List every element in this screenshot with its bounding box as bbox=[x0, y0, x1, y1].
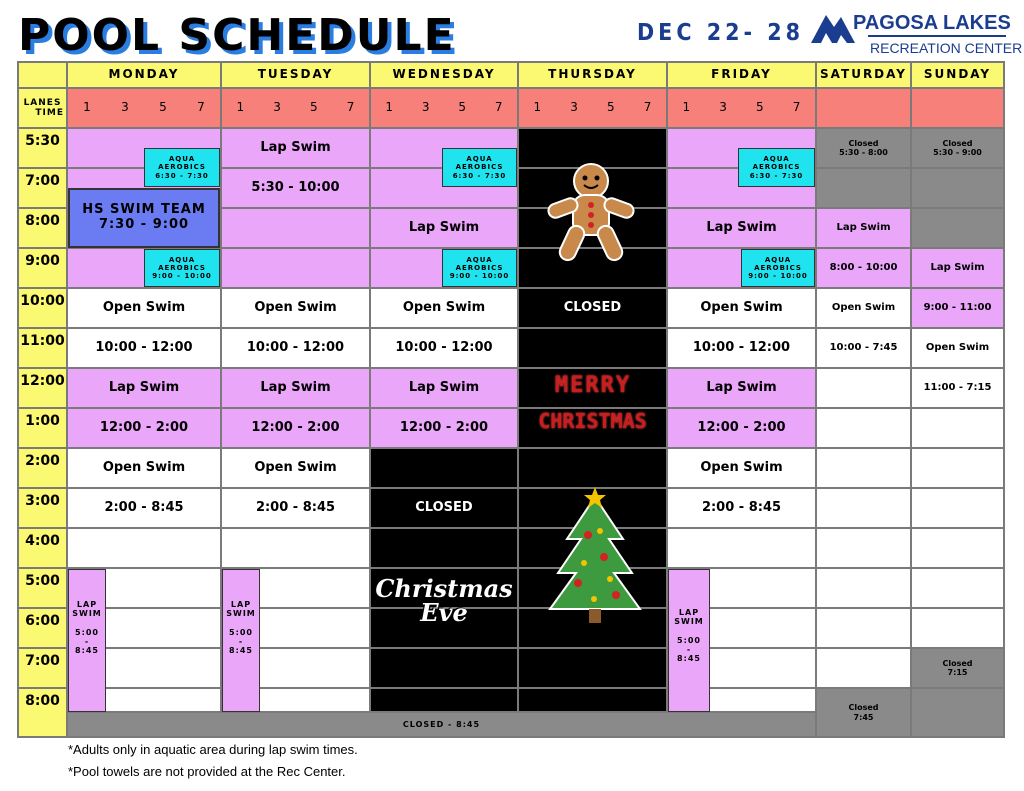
logo-subtitle: RECREATION CENTER bbox=[870, 40, 1023, 56]
fri-evening-lap-swim: LAP SWIM 5:00 - 8:45 bbox=[668, 569, 710, 712]
sat-open-swim-time: 10:00 - 7:45 bbox=[817, 329, 910, 367]
mon-open-swim: Open Swim bbox=[68, 289, 220, 327]
sun-open-swim: Open Swim bbox=[912, 329, 1003, 367]
mon-hs-swim-team: HS SWIM TEAM 7:30 - 9:00 bbox=[68, 188, 220, 248]
tue-open-swim-time: 10:00 - 12:00 bbox=[222, 329, 369, 367]
mon-lap-swim-time: 12:00 - 2:00 bbox=[68, 409, 220, 447]
sat-500 bbox=[817, 569, 910, 607]
tue-open-swim-pm: Open Swim bbox=[222, 449, 369, 487]
wed-open-swim: Open Swim bbox=[371, 289, 517, 327]
tue-lap-swim-time: 5:30 - 10:00 bbox=[222, 169, 369, 207]
note-adults-only: *Adults only in aquatic area during lap swim times. bbox=[68, 742, 358, 757]
day-header-tuesday: TUESDAY bbox=[222, 63, 369, 87]
schedule-grid bbox=[17, 61, 1005, 738]
wed-closed: CLOSED bbox=[371, 489, 517, 527]
christmas-eve-script: Christmas Eve bbox=[375, 574, 513, 627]
time-label-600: 6:00 bbox=[19, 609, 66, 647]
sat-400 bbox=[817, 529, 910, 567]
day-header-sunday: SUNDAY bbox=[912, 63, 1003, 87]
tue-open-swim-pm-time: 2:00 - 8:45 bbox=[222, 489, 369, 527]
time-label-100: 1:00 bbox=[19, 409, 66, 447]
wed-lap-swim: Lap Swim bbox=[371, 209, 517, 247]
lane-numbers-monday: 1 3 5 7 bbox=[68, 89, 220, 127]
day-header-saturday: SATURDAY bbox=[817, 63, 910, 87]
tue-lap-swim-noon: Lap Swim bbox=[222, 369, 369, 407]
time-label-800: 8:00 bbox=[19, 209, 66, 247]
time-label-500: 5:00 bbox=[19, 569, 66, 607]
wed-lap-swim-noon-time: 12:00 - 2:00 bbox=[371, 409, 517, 447]
sat-700 bbox=[817, 169, 910, 207]
wed-aqua-aerobics-am: AQUA AEROBICS 6:30 - 7:30 bbox=[442, 148, 517, 187]
day-header-thursday: THURSDAY bbox=[519, 63, 666, 87]
mon-aqua-aerobics-am: AQUA AEROBICS 6:30 - 7:30 bbox=[144, 148, 220, 187]
gingerbread-man-icon bbox=[544, 159, 638, 269]
time-label-530: 5:30 bbox=[19, 129, 66, 167]
sat-200 bbox=[817, 449, 910, 487]
sun-700 bbox=[912, 169, 1003, 207]
fri-lap-swim-noon: Lap Swim bbox=[668, 369, 815, 407]
sat-700pm bbox=[817, 649, 910, 687]
fri-lap-swim-noon-time: 12:00 - 2:00 bbox=[668, 409, 815, 447]
time-label: TIME bbox=[35, 108, 64, 118]
fri-open-swim-time: 10:00 - 12:00 bbox=[668, 329, 815, 367]
lanes-label: LANES bbox=[23, 97, 62, 108]
sun-closed-morning: Closed 5:30 - 9:00 bbox=[912, 129, 1003, 167]
sat-lap-swim-time: 8:00 - 10:00 bbox=[817, 249, 910, 287]
time-label-200: 2:00 bbox=[19, 449, 66, 487]
mon-lap-swim: Lap Swim bbox=[68, 369, 220, 407]
mon-aqua-aerobics-9: AQUA AEROBICS 9:00 - 10:00 bbox=[144, 249, 220, 287]
time-label-900: 9:00 bbox=[19, 249, 66, 287]
day-header-friday: FRIDAY bbox=[668, 63, 815, 87]
merry-text: MERRY bbox=[554, 373, 632, 399]
mon-400 bbox=[68, 529, 220, 567]
time-label-300: 3:00 bbox=[19, 489, 66, 527]
time-label-1100: 11:00 bbox=[19, 329, 66, 367]
fri-open-swim-pm: Open Swim bbox=[668, 449, 815, 487]
sun-300 bbox=[912, 489, 1003, 527]
sat-closed-morning: Closed 5:30 - 8:00 bbox=[817, 129, 910, 167]
fri-aqua-aerobics-am: AQUA AEROBICS 6:30 - 7:30 bbox=[738, 148, 815, 187]
thu-closed: CLOSED bbox=[519, 289, 666, 327]
sat-1200 bbox=[817, 369, 910, 407]
sat-closed-evening: Closed 7:45 bbox=[817, 689, 910, 736]
tue-400 bbox=[222, 529, 369, 567]
fri-open-swim: Open Swim bbox=[668, 289, 815, 327]
day-header-monday: MONDAY bbox=[68, 63, 220, 87]
christmas-text: CHRISTMAS bbox=[538, 408, 647, 433]
tue-open-swim: Open Swim bbox=[222, 289, 369, 327]
logo-name: PAGOSA LAKES bbox=[853, 12, 1011, 34]
wed-800pm bbox=[371, 689, 517, 711]
sat-open-swim: Open Swim bbox=[817, 289, 910, 327]
page-title: POOL SCHEDULE bbox=[18, 10, 456, 61]
sun-600 bbox=[912, 609, 1003, 647]
note-towels: *Pool towels are not provided at the Rec Center. bbox=[68, 764, 346, 779]
thu-800pm bbox=[519, 689, 666, 711]
sun-500 bbox=[912, 569, 1003, 607]
sat-600 bbox=[817, 609, 910, 647]
time-label-1000: 10:00 bbox=[19, 289, 66, 327]
sun-100 bbox=[912, 409, 1003, 447]
fri-open-swim-pm-time: 2:00 - 8:45 bbox=[668, 489, 815, 527]
thu-1100 bbox=[519, 329, 666, 367]
tue-lap-swim-noon-time: 12:00 - 2:00 bbox=[222, 409, 369, 447]
sun-400 bbox=[912, 529, 1003, 567]
time-label-800pm: 8:00 bbox=[19, 689, 66, 736]
sat-100 bbox=[817, 409, 910, 447]
time-label-700pm: 7:00 bbox=[19, 649, 66, 687]
sun-closed-evening: Closed 7:15 bbox=[912, 649, 1003, 687]
mon-open-swim-pm: Open Swim bbox=[68, 449, 220, 487]
day-header-wednesday: WEDNESDAY bbox=[371, 63, 517, 87]
lane-numbers-tuesday: 1 3 5 7 bbox=[222, 89, 369, 127]
thu-200 bbox=[519, 449, 666, 487]
time-label-1200: 12:00 bbox=[19, 369, 66, 407]
mon-open-swim-time: 10:00 - 12:00 bbox=[68, 329, 220, 367]
weekday-closed-bar: CLOSED - 8:45 bbox=[68, 713, 815, 736]
mon-evening-lap-swim: LAP SWIM 5:00 - 8:45 bbox=[68, 569, 106, 712]
sun-800pm bbox=[912, 689, 1003, 736]
lane-numbers-thursday: 1 3 5 7 bbox=[519, 89, 666, 127]
wed-700pm bbox=[371, 649, 517, 687]
tue-800 bbox=[222, 209, 369, 247]
sat-lap-swim: Lap Swim bbox=[817, 209, 910, 247]
christmas-tree-icon bbox=[544, 487, 646, 627]
wed-200 bbox=[371, 449, 517, 487]
fri-400 bbox=[668, 529, 815, 567]
sun-open-swim-time: 11:00 - 7:15 bbox=[912, 369, 1003, 407]
sun-800 bbox=[912, 209, 1003, 247]
tue-900 bbox=[222, 249, 369, 287]
mon-open-swim-pm-time: 2:00 - 8:45 bbox=[68, 489, 220, 527]
wed-open-swim-time: 10:00 - 12:00 bbox=[371, 329, 517, 367]
tue-lap-swim: Lap Swim bbox=[222, 129, 369, 167]
sun-lap-swim-time: 9:00 - 11:00 bbox=[912, 289, 1003, 327]
sat-300 bbox=[817, 489, 910, 527]
sun-lap-swim: Lap Swim bbox=[912, 249, 1003, 287]
wed-lap-swim-noon: Lap Swim bbox=[371, 369, 517, 407]
lane-numbers-wednesday: 1 3 5 7 bbox=[371, 89, 517, 127]
date-range: DEC 22- 28 bbox=[637, 20, 805, 46]
lane-numbers-friday: 1 3 5 7 bbox=[668, 89, 815, 127]
lanes-time-label bbox=[19, 89, 66, 127]
logo-divider bbox=[868, 35, 1006, 37]
time-label-400: 4:00 bbox=[19, 529, 66, 567]
fri-lap-swim: Lap Swim bbox=[668, 209, 815, 247]
corner-cell bbox=[19, 63, 66, 87]
lane-numbers-saturday bbox=[817, 89, 910, 127]
wed-aqua-aerobics-9: AQUA AEROBICS 9:00 - 10:00 bbox=[442, 249, 517, 287]
tue-evening-lap-swim: LAP SWIM 5:00 - 8:45 bbox=[222, 569, 260, 712]
thu-700pm bbox=[519, 649, 666, 687]
sun-200 bbox=[912, 449, 1003, 487]
fri-aqua-aerobics-9: AQUA AEROBICS 9:00 - 10:00 bbox=[741, 249, 815, 287]
lane-numbers-sunday bbox=[912, 89, 1003, 127]
time-label-700: 7:00 bbox=[19, 169, 66, 207]
